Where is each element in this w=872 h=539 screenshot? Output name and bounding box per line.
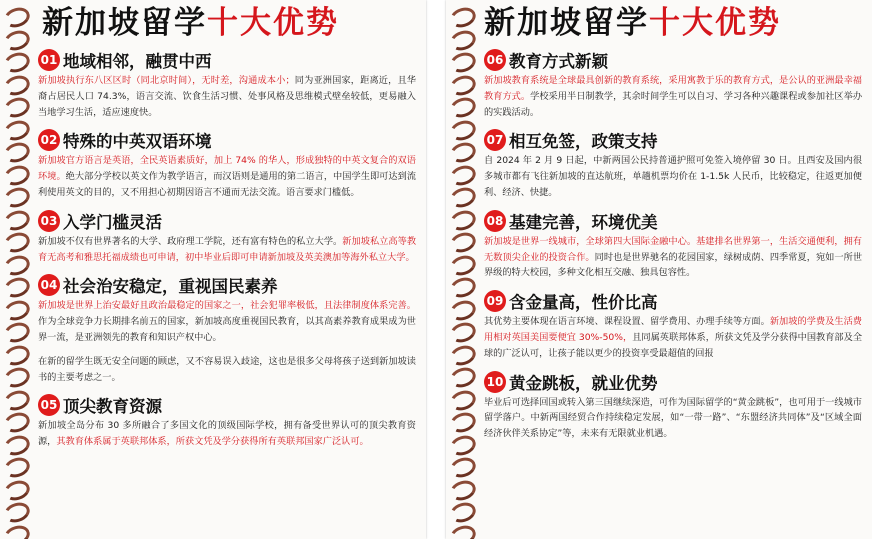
spiral-ring [2,72,33,98]
section-10 [484,370,862,442]
spiral-ring [2,274,33,300]
spiral-ring [448,27,479,53]
spiral-ring [448,72,479,98]
spiral-ring [448,207,479,233]
number-badge: 03 [38,210,60,232]
spiral-ring [448,342,479,368]
section-text: 新加坡不仅有世界著名的大学、政府理工学院，还有富有特色的私立大学。新加坡私立高等教育无高考和雅思托福成绩也可申请，初中毕业后即可申请新加坡及英美澳加等海外私立大学。 [38,235,417,263]
spiral-ring [2,499,33,525]
spiral-ring [448,522,479,539]
spiral-ring [2,342,33,368]
number-badge: 05 [38,394,60,416]
spiral-binding-left [0,0,30,539]
section-heading: 特殊的中英双语环境 [63,132,212,152]
spiral-ring [448,454,479,480]
spiral-binding-right [446,0,476,539]
section-heading: 含金量高，性价比高 [509,293,658,313]
spiral-ring [448,117,479,143]
left-content [38,0,416,450]
section-08 [484,209,862,281]
section-text: 其优势主要体现在语言环境、课程设置、留学费用、办理手续等方面。新加坡的学费及生活费用相对英国美国要便宜 30%-50%，且同属英联邦体系，所获文凭及学分获得中国教育部及全球的广泛认可，让孩子能以更少的投资享受最超值的回报 [484,316,863,359]
left-title-red: 十大优势 [207,5,339,41]
spiral-ring [2,522,33,539]
spiral-ring [2,252,33,278]
spiral-ring [448,387,479,413]
left-title-black: 新加坡留学 [42,5,207,41]
spiral-ring [448,319,479,345]
spiral-ring [2,319,33,345]
section-heading: 黄金跳板，就业优势 [509,373,658,393]
number-badge: 01 [38,49,60,71]
section-text: 毕业后可选择回国或转入第三国继续深造，可作为国际留学的“黄金跳板”，也可用于一线城市留学落户。中新两国经贸合作持续稳定发展，如“一带一路”、“东盟经济共同体”及“区域全面经济伙伴关系协定”等，未来有无限就业机遇。 [484,396,862,440]
spiral-ring [448,229,479,255]
left-page [0,0,426,539]
spiral-ring [448,139,479,165]
spiral-ring [448,252,479,278]
section-text: 新加坡全岛分布 30 多所融合了多国文化的顶级国际学校，拥有备受世界认可的顶尖教育资源，其教育体系属于英联邦体系，所获文凭及学分获得所有英联邦国家广泛认可。 [38,420,416,448]
spiral-ring [2,229,33,255]
spiral-ring [448,49,479,75]
spiral-ring [448,477,479,503]
spiral-ring [2,94,33,120]
spiral-ring [448,162,479,188]
section-09 [484,289,862,361]
number-badge: 07 [484,129,506,151]
number-badge: 02 [38,129,60,151]
spiral-ring [448,499,479,525]
number-badge: 10 [484,371,506,393]
section-03 [38,209,416,266]
section-01 [38,48,416,120]
spiral-ring [2,49,33,75]
section-text: 新加坡执行东八区区时（同北京时间），无时差，沟通成本小；同为亚洲国家，距离近，且华裔占居民人口 74.3%，语言交流、饮食生活习惯、处事风格及思维模式壁垒较低，更易融入当地学习生活，适应速度快。 [38,75,416,118]
section-text: 新加坡官方语言是英语，全民英语素质好，加上 74% 的华人，形成独特的中英文复合的双语环境。绝大部分学校以英文作为教学语言，而汉语则是通用的第二语言，中国学生即可达到流利使用英文的目的，又不用担心初期因语言不通而无法交流。语言要求门槛低。 [38,155,417,198]
section-06 [484,48,862,120]
spiral-ring [448,432,479,458]
right-page [446,0,872,539]
section-heading: 教育方式新颖 [509,52,608,71]
section-heading: 社会治安稳定，重视国民素养 [63,277,278,297]
right-title [484,0,862,46]
spiral-ring [2,162,33,188]
section-02 [38,128,416,200]
spiral-ring [2,364,33,390]
right-content [484,0,862,442]
section-heading: 入学门槛灵活 [63,212,162,232]
spiral-ring [448,274,479,300]
right-title-black: 新加坡留学 [484,5,649,41]
spiral-ring [2,432,33,458]
section-heading: 基建完善，环境优美 [509,212,658,232]
spiral-ring [2,409,33,435]
spiral-ring [2,477,33,503]
spiral-ring [448,297,479,323]
section-04 [38,273,416,385]
spiral-ring [2,454,33,480]
spiral-ring [2,117,33,143]
right-title-red: 十大优势 [649,5,781,41]
section-text-extra: 在新的留学生既无安全问题的顾虑，又不容易误入歧途，这也是很多父母将孩子送到新加坡读书的主要考虑之一。 [38,355,416,383]
spiral-ring [448,94,479,120]
number-badge: 06 [484,49,506,71]
spiral-ring [448,4,479,30]
section-07 [484,128,862,200]
spiral-ring [2,207,33,233]
spiral-ring [2,4,33,30]
left-title [38,0,416,46]
section-heading: 地域相邻，融贯中西 [63,52,212,71]
section-text: 新加坡是世界一线城市，全球第四大国际金融中心。基建排名世界第一，生活交通便利，拥有无数顶尖企业的投资合作。同时也是世界驰名的花园国家，绿树成荫、四季常夏，宛如一所世界级的特大校园，多种文化相互交融、独具包容性。 [484,235,863,279]
number-badge: 08 [484,210,506,232]
spiral-ring [2,387,33,413]
section-heading: 顶尖教育资源 [63,397,162,417]
number-badge: 09 [484,290,506,312]
spiral-ring [2,297,33,323]
section-text: 新加坡是世界上治安最好且政治最稳定的国家之一，社会犯罪率极低，且法律制度体系完善。作为全球竞争力长期排名前五的国家，新加坡高度重视国民教育，以其高素养教育成果成为世界一流，是亚洲领先的教育和知识产权中心。 [38,300,416,343]
spiral-ring [2,139,33,165]
spiral-ring [448,409,479,435]
section-heading: 相互免签，政策支持 [509,132,658,152]
spiral-ring [448,184,479,210]
section-text: 新加坡教育系统是全球最具创新的教育系统，采用寓教于乐的教育方式，是公认的亚洲最幸福教育方式。学校采用半日制教学，其余时间学生可以自习、学习各种兴趣课程或参加社区举办的实践活动。 [484,75,863,118]
section-05 [38,393,416,450]
spiral-ring [2,27,33,53]
section-text: 自 2024 年 2 月 9 日起，中新两国公民持普通护照可免签入境停留 30 日。且西安及国内很多城市都有飞往新加坡的直达航班，单趟机票均价在 1-1.5k 人民币，比较稳定，往返更加便利、经济、快捷。 [484,155,862,198]
number-badge: 04 [38,274,60,296]
spiral-ring [448,364,479,390]
spiral-ring [2,184,33,210]
